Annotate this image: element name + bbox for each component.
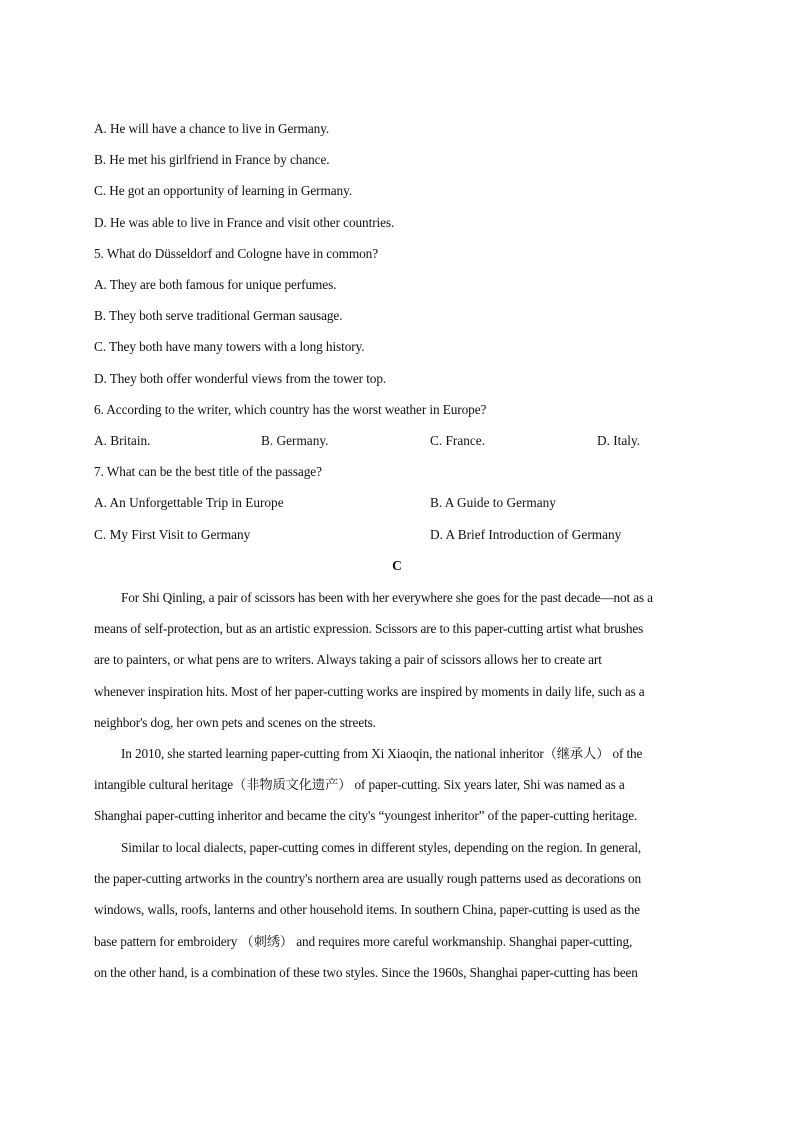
q6-question: 6. According to the writer, which country has the worst weather in Europe?: [94, 402, 487, 417]
paragraph-line: In 2010, she started learning paper-cutting from Xi Xiaoqin, the national inheritor（继承人） of the: [121, 746, 643, 761]
paragraph-line: base pattern for embroidery （刺绣） and requires more careful workmanship. Shanghai paper-cutting,: [94, 933, 633, 949]
q4-option-b: B. He met his girlfriend in France by chance.: [94, 152, 330, 167]
paragraph-line: For Shi Qinling, a pair of scissors has been with her everywhere she goes for the past decade—not as a: [121, 590, 653, 605]
q7-option-a: A. An Unforgettable Trip in Europe: [94, 495, 284, 510]
section-c-heading: C: [392, 558, 402, 573]
paragraph-line: Shanghai paper-cutting inheritor and became the city's “youngest inheritor” of the paper-cutting heritage.: [94, 808, 638, 824]
paragraph-line: the paper-cutting artworks in the country's northern area are usually rough patterns used as decorations on: [94, 871, 641, 887]
paragraph-line: means of self-protection, but as an artistic expression. Scissors are to this paper-cutting artist what brushes: [94, 621, 644, 637]
paragraph-line: intangible cultural heritage（非物质文化遗产） of paper-cutting. Six years later, Shi was named as a: [94, 777, 625, 793]
paragraph-line: whenever inspiration hits. Most of her paper-cutting works are inspired by moments in daily life, such as a: [94, 683, 645, 699]
q7-option-c: C. My First Visit to Germany: [94, 527, 251, 542]
passage-paragraph-1: [94, 582, 700, 738]
q7-option-b: B. A Guide to Germany: [430, 495, 556, 510]
q6-option-b: B. Germany.: [261, 433, 329, 448]
paragraph-line: windows, walls, roofs, lanterns and other household items. In southern China, paper-cutting is used as the: [94, 902, 640, 918]
q7-option-d: D. A Brief Introduction of Germany: [430, 527, 622, 542]
q4-option-c: C. He got an opportunity of learning in Germany.: [94, 183, 353, 198]
paragraph-line: on the other hand, is a combination of these two styles. Since the 1960s, Shanghai paper-cutting has been: [94, 964, 638, 980]
q4-option-d: D. He was able to live in France and visit other countries.: [94, 215, 395, 230]
q7-question: 7. What can be the best title of the passage?: [94, 464, 322, 479]
paragraph-line: neighbor's dog, her own pets and scenes on the streets.: [94, 714, 376, 730]
q5-question: 5. What do Düsseldorf and Cologne have in common?: [94, 246, 379, 261]
q5-option-c: C. They both have many towers with a long history.: [94, 339, 365, 354]
q6-option-a: A. Britain.: [94, 433, 151, 448]
passage-paragraph-3: [94, 832, 700, 988]
q6-option-d: D. Italy.: [597, 433, 641, 448]
q5-option-b: B. They both serve traditional German sausage.: [94, 308, 343, 323]
paragraph-line: are to painters, or what pens are to writers. Always taking a pair of scissors allows her to create art: [94, 652, 602, 668]
q4-option-a: A. He will have a chance to live in Germany.: [94, 121, 330, 136]
paragraph-line: Similar to local dialects, paper-cutting comes in different styles, depending on the region. In general,: [121, 840, 642, 855]
q5-option-d: D. They both offer wonderful views from the tower top.: [94, 371, 387, 386]
q5-option-a: A. They are both famous for unique perfumes.: [94, 277, 337, 292]
q6-option-c: C. France.: [430, 433, 486, 448]
passage-paragraph-2: [94, 738, 700, 832]
